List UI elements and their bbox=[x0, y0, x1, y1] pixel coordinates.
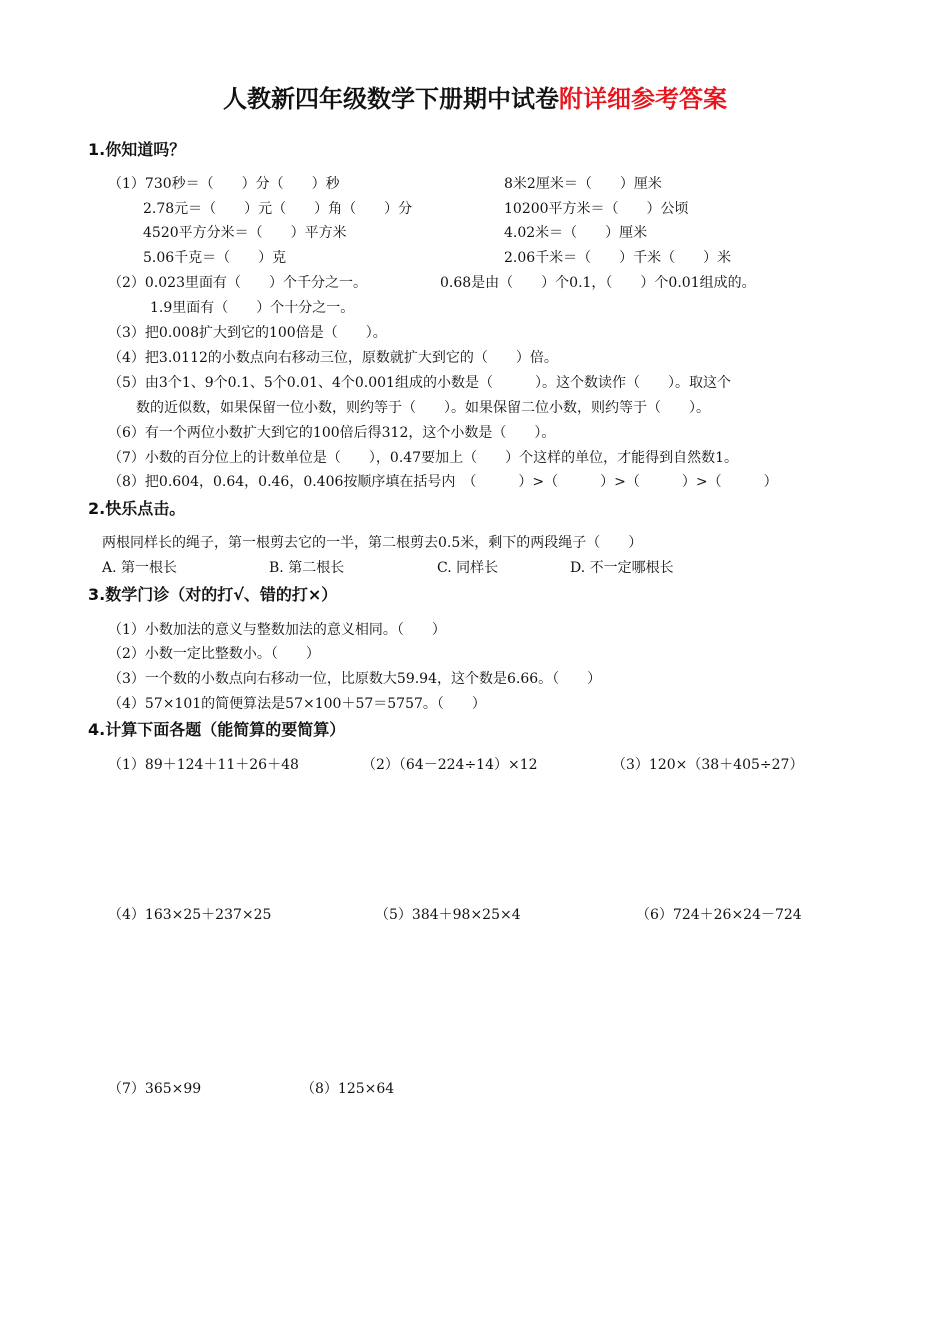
section-3-heading: 3.数学门诊（对的打√、错的打×） bbox=[88, 585, 338, 604]
s1-q1-line-h: 2.06千米＝（ ）千米（ ）米 bbox=[504, 250, 732, 266]
s1-q6: （6）有一个两位小数扩大到它的100倍后得312，这个小数是（ ）。 bbox=[108, 425, 556, 441]
s2-stem: 两根同样长的绳子，第一根剪去它的一半，第二根剪去0.5米，剩下的两段绳子（ ） bbox=[102, 535, 643, 551]
s4-problem-5: （5）384＋98×25×4 bbox=[375, 907, 521, 923]
section-4-heading: 4.计算下面各题（能简算的要简算） bbox=[88, 720, 346, 739]
s4-problem-6: （6）724＋26×24－724 bbox=[636, 907, 802, 923]
s1-q2-line-a: （2）0.023里面有（ ）个千分之一。 bbox=[108, 275, 367, 291]
s2-option-a: A. 第一根长 bbox=[102, 560, 178, 576]
s1-q8: （8）把0.604，0.64，0.46，0.406按顺序填在括号内 （ ）>（ ）>（ ）>（ ） bbox=[108, 474, 778, 490]
s3-q4: （4）57×101的简便算法是57×100＋57＝5757。（ ） bbox=[108, 696, 486, 712]
s1-q1-line-f: 4.02米＝（ ）厘米 bbox=[504, 225, 648, 241]
s4-problem-4: （4）163×25＋237×25 bbox=[108, 907, 272, 923]
s1-q4: （4）把3.0112的小数点向右移动三位，原数就扩大到它的（ ）倍。 bbox=[108, 350, 558, 366]
s4-problem-7: （7）365×99 bbox=[108, 1081, 202, 1097]
page-title bbox=[0, 79, 950, 114]
s1-q1-line-b: 8米2厘米＝（ ）厘米 bbox=[504, 176, 662, 192]
s3-q3: （3）一个数的小数点向右移动一位，比原数大59.94，这个数是6.66。（ ） bbox=[108, 671, 602, 687]
s3-q1: （1）小数加法的意义与整数加法的意义相同。（ ） bbox=[108, 622, 446, 638]
section-1-heading: 1.你知道吗？ bbox=[88, 140, 186, 159]
s2-option-c: C. 同样长 bbox=[437, 560, 499, 576]
s1-q1-line-d: 10200平方米＝（ ）公顷 bbox=[504, 201, 689, 217]
s1-q5-line-b: 数的近似数，如果保留一位小数，则约等于（ ）。如果保留二位小数，则约等于（ ）。 bbox=[136, 400, 710, 416]
section-2-heading: 2.快乐点击。 bbox=[88, 499, 186, 518]
s3-q2: （2）小数一定比整数小。（ ） bbox=[108, 646, 320, 662]
s4-problem-2: （2）（64－224÷14）×12 bbox=[362, 757, 538, 773]
s1-q5-line-a: （5）由3个1、9个0.1、5个0.01、4个0.001组成的小数是（ ）。这个数读作（ ）。取这个 bbox=[108, 375, 731, 391]
s4-problem-3: （3）120×（38＋405÷27） bbox=[612, 757, 804, 773]
s1-q1-line-g: 5.06千克＝（ ）克 bbox=[143, 250, 287, 266]
s1-q1-line-e: 4520平方分米＝（ ）平方米 bbox=[143, 225, 347, 241]
s1-q2-line-b: 0.68是由（ ）个0.1，（ ）个0.01组成的。 bbox=[440, 275, 756, 291]
title-main: 人教新四年级数学下册期中试卷 bbox=[223, 85, 559, 113]
title-highlight: 附详细参考答案 bbox=[559, 85, 727, 113]
s4-problem-1: （1）89＋124＋11＋26＋48 bbox=[108, 757, 299, 773]
s4-problem-8: （8）125×64 bbox=[301, 1081, 395, 1097]
s1-q3: （3）把0.008扩大到它的100倍是（ ）。 bbox=[108, 325, 387, 341]
s2-option-b: B. 第二根长 bbox=[269, 560, 345, 576]
s1-q1-line-a: （1）730秒＝（ ）分（ ）秒 bbox=[108, 176, 340, 192]
s2-option-d: D. 不一定哪根长 bbox=[570, 560, 674, 576]
s1-q7: （7）小数的百分位上的计数单位是（ ），0.47要加上（ ）个这样的单位，才能得到自然数1。 bbox=[108, 450, 738, 466]
s1-q2-line-c: 1.9里面有（ ）个十分之一。 bbox=[150, 300, 355, 316]
s1-q1-line-c: 2.78元＝（ ）元（ ）角（ ）分 bbox=[143, 201, 413, 217]
